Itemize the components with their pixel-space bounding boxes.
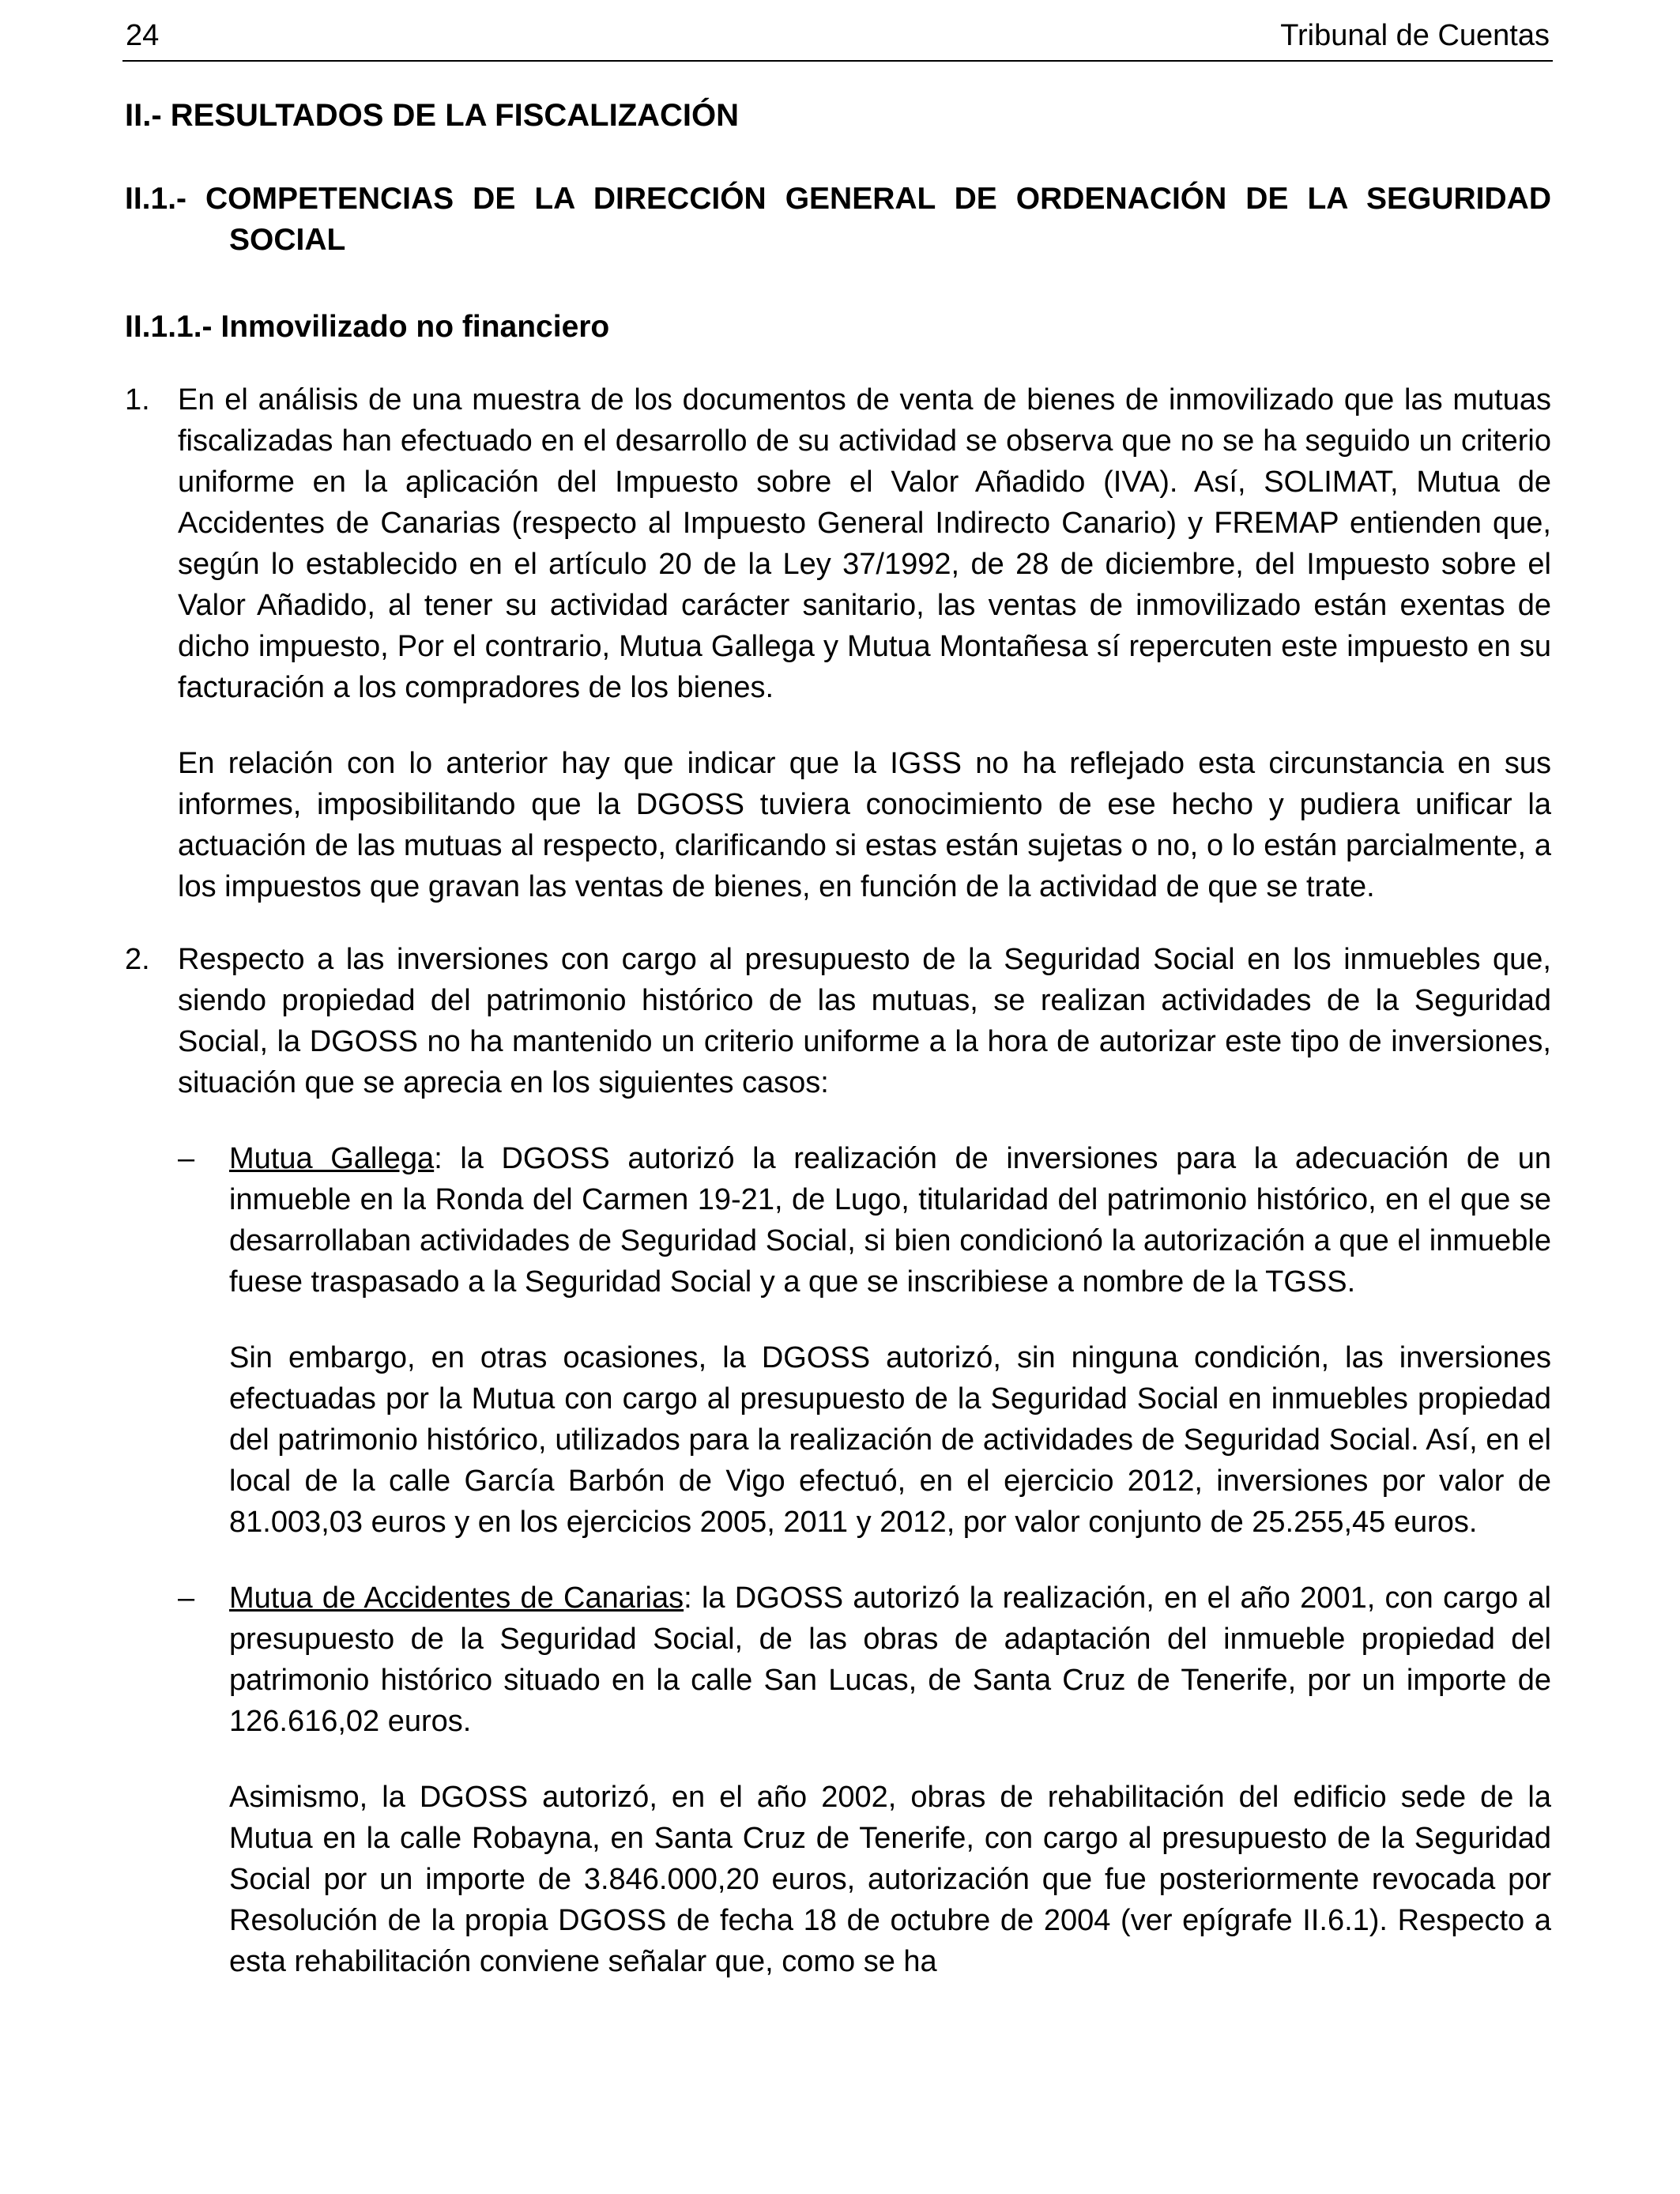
bullet-paragraph [229, 1578, 1551, 1742]
bullet-label: Mutua Gallega [229, 1142, 435, 1175]
subsection-heading: II.1.- COMPETENCIAS DE LA DIRECCIÓN GENERAL DE ORDENACIÓN DE LA SEGURIDAD SOCIAL [125, 182, 1551, 257]
paragraph: En relación con lo anterior hay que indicar que la IGSS no ha reflejado esta circunstancia en sus informes, imposibilitando que la DGOSS tuviera conocimiento de ese hecho y pudiera unificar la actuación de las mutuas al respecto, clarificando si estas están sujetas o no, o lo están parcialmente, a los impuestos que gravan las ventas de bienes, en función de la actividad de que se trate. [178, 747, 1551, 903]
bullet-label: Mutua de Accidentes de Canarias [229, 1581, 684, 1615]
organization-name: Tribunal de Cuentas [1280, 19, 1550, 52]
bullet-item-mutua-gallega [125, 1138, 1551, 1543]
bullet-item-mutua-canarias [125, 1578, 1551, 1982]
numbered-item-1 [125, 379, 1551, 907]
section-heading: II.- RESULTADOS DE LA FISCALIZACIÓN [125, 98, 740, 133]
paragraph: Sin embargo, en otras ocasiones, la DGOSS autorizó, sin ninguna condición, las inversiones efectuadas por la Mutua con cargo al presupuesto de la Seguridad Social en inmuebles propiedad del patrimonio histórico, utilizados para la realización de actividades de Seguridad Social. Así, en el local de la calle García Barbón de Vigo efectuó, en el ejercicio 2012, inversiones por valor de 81.003,03 euros y en los ejercicios 2005, 2011 y 2012, por valor conjunto de 25.255,45 euros. [229, 1341, 1551, 1539]
bullet-paragraph [229, 1138, 1551, 1302]
numbered-item-2 [125, 939, 1551, 1103]
paragraph: Respecto a las inversiones con cargo al presupuesto de la Seguridad Social en los inmuebles que, siendo propiedad del patrimonio histórico de las mutuas, se realizan actividades de la Seguridad Social, la DGOSS no ha mantenido un criterio uniforme a la hora de autorizar este tipo de inversiones, situación que se aprecia en los siguientes casos: [178, 943, 1551, 1099]
subsubsection-heading: II.1.1.- Inmovilizado no financiero [125, 310, 610, 344]
paragraph: Asimismo, la DGOSS autorizó, en el año 2002, obras de rehabilitación del edificio sede de la Mutua en la calle Robayna, en Santa Cruz de Tenerife, con cargo al presupuesto de la Seguridad Social por un importe de 3.846.000,20 euros, autorización que fue posteriormente revocada por Resolución de la propia DGOSS de fecha 18 de octubre de 2004 (ver epígrafe II.6.1). Respecto a esta rehabilitación conviene señalar que, como se ha [229, 1781, 1551, 1978]
bullet-text: : la DGOSS autorizó la realización, en el año 2001, con cargo al presupuesto de la Seguridad Social, de las obras de adaptación del inmueble propiedad del patrimonio histórico situado en la calle San Lucas, de Santa Cruz de Tenerife, por un importe de 126.616,02 euros. [229, 1581, 1551, 1738]
bullet-text: : la DGOSS autorizó la realización de inversiones para la adecuación de un inmueble en la Ronda del Carmen 19-21, de Lugo, titularidad del patrimonio histórico, en el que se desarrollaban actividades de Seguridad Social, si bien condicionó la autorización a que el inmueble fuese traspasado a la Seguridad Social y a que se inscribiese a nombre de la TGSS. [229, 1142, 1552, 1299]
document-body [125, 95, 1551, 2017]
page-header [122, 14, 1553, 62]
dash-icon: – [178, 1581, 195, 1615]
item-number: 1. [125, 383, 150, 417]
item-number: 2. [125, 943, 150, 976]
page-number: 24 [126, 19, 160, 52]
dash-icon: – [178, 1142, 195, 1175]
paragraph: En el análisis de una muestra de los documentos de venta de bienes de inmovilizado que las mutuas fiscalizadas han efectuado en el desarrollo de su actividad se observa que no se ha seguido un criterio uniforme en la aplicación del Impuesto sobre el Valor Añadido (IVA). Así, SOLIMAT, Mutua de Accidentes de Canarias (respecto al Impuesto General Indirecto Canario) y FREMAP entienden que, según lo establecido en el artículo 20 de la Ley 37/1992, de 28 de diciembre, del Impuesto sobre el Valor Añadido, al tener su actividad carácter sanitario, las ventas de inmovilizado están exentas de dicho impuesto, Por el contrario, Mutua Gallega y Mutua Montañesa sí repercuten este impuesto en su facturación a los compradores de los bienes. [178, 383, 1551, 704]
